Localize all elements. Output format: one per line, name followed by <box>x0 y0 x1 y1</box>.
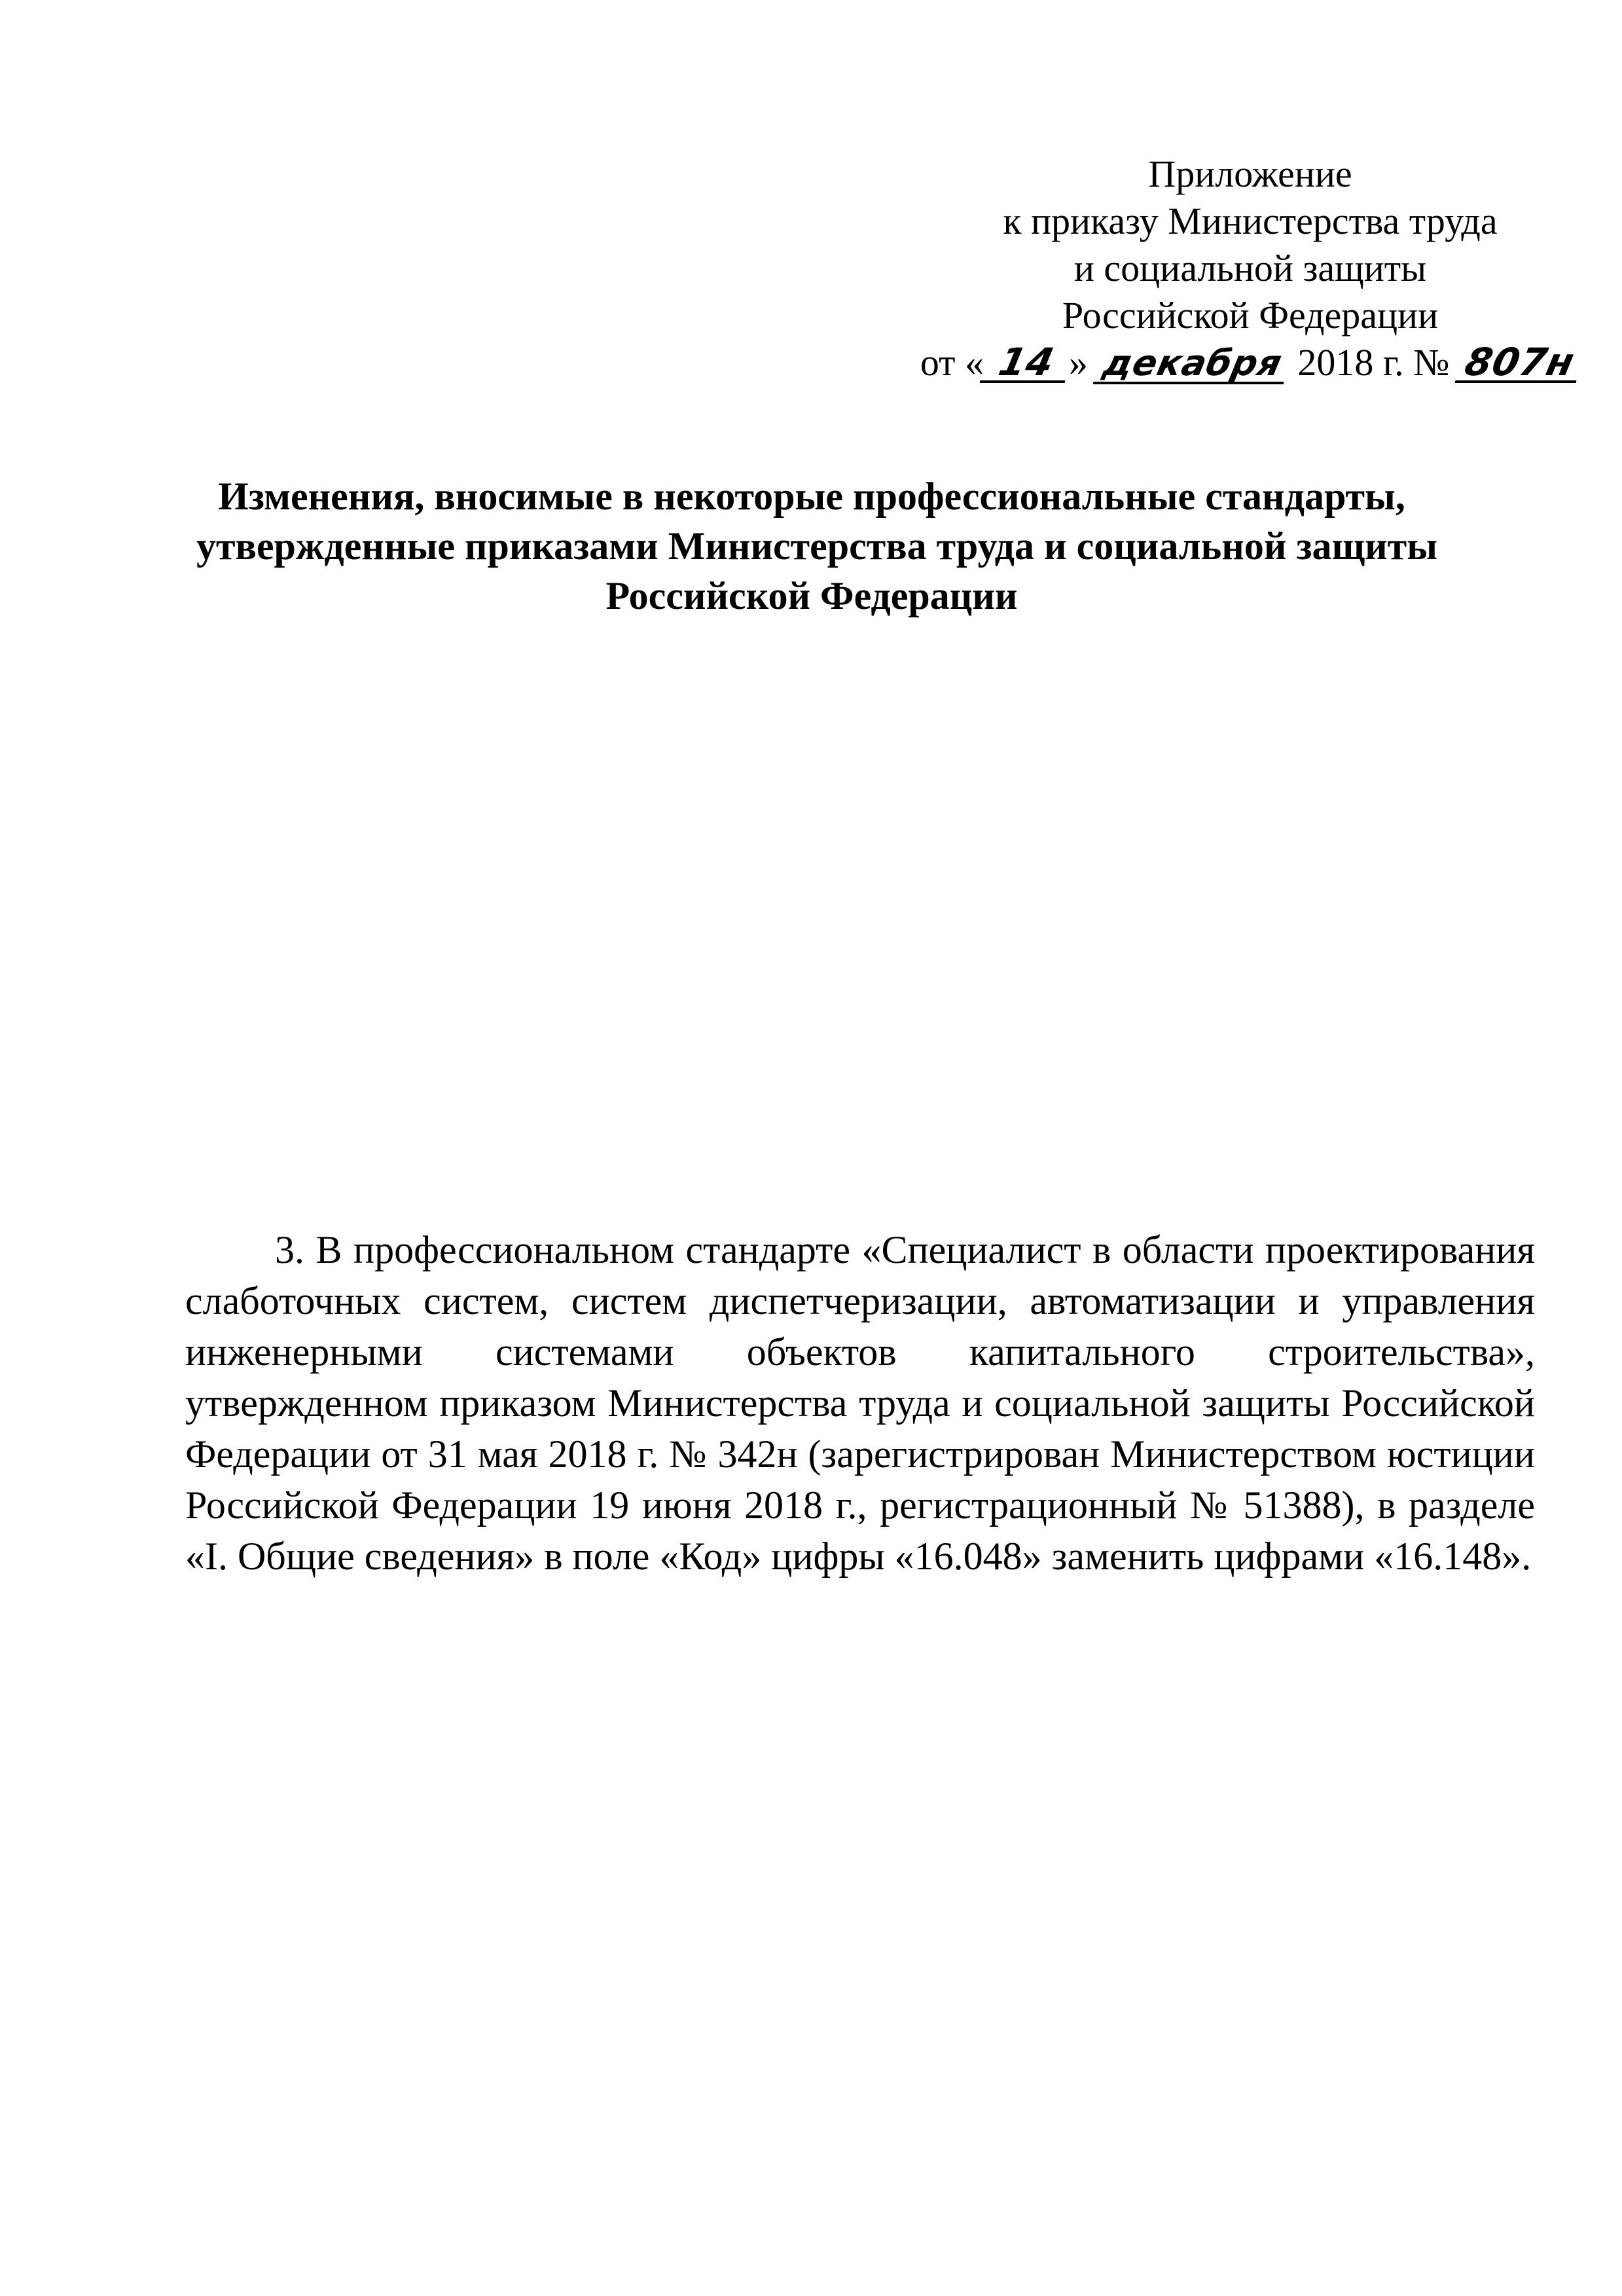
appendix-country: Российской Федерации <box>1062 294 1439 337</box>
appendix-title: Приложение <box>1148 153 1352 195</box>
handwritten-day: 14 <box>980 344 1073 383</box>
appendix-date-line <box>903 339 1597 386</box>
appendix-header <box>903 151 1597 386</box>
date-year: 2018 г. № <box>1297 341 1450 384</box>
title-line-1: Изменения, вносимые в некоторые профессиональные стандарты, <box>218 475 1405 518</box>
title-line-3: Российской Федерации <box>605 574 1018 617</box>
title-line-2: утвержденные приказами Министерства труда и социальной защиты <box>196 524 1438 568</box>
body-paragraph: 3. В профессиональном стандарте «Специалист в области проектирования слаботочных систем, систем диспетчеризации, автоматизации и управления инженерными системами объектов капитального строительства», утвержденном приказом Министерства труда и социальной защиты Российской Федерации от 31 мая 2018 г. № 342н (зарегистрирован Министерством юстиции Российской Федерации 19 июня 2018 г., регистрационный № 51388), в разделе «I. Общие сведения» в поле «Код» цифры «16.048» заменить цифрами «16.148». <box>185 1228 1535 1578</box>
appendix-ministry: и социальной защиты <box>1073 247 1427 289</box>
date-mid: » <box>1068 341 1088 384</box>
handwritten-month: декабря <box>1093 345 1292 384</box>
handwritten-order-number: 807н <box>1455 344 1585 383</box>
appendix-order-ref: к приказу Министерства труда <box>1003 200 1498 242</box>
document-title <box>196 471 1438 621</box>
date-prefix: от « <box>920 341 984 384</box>
